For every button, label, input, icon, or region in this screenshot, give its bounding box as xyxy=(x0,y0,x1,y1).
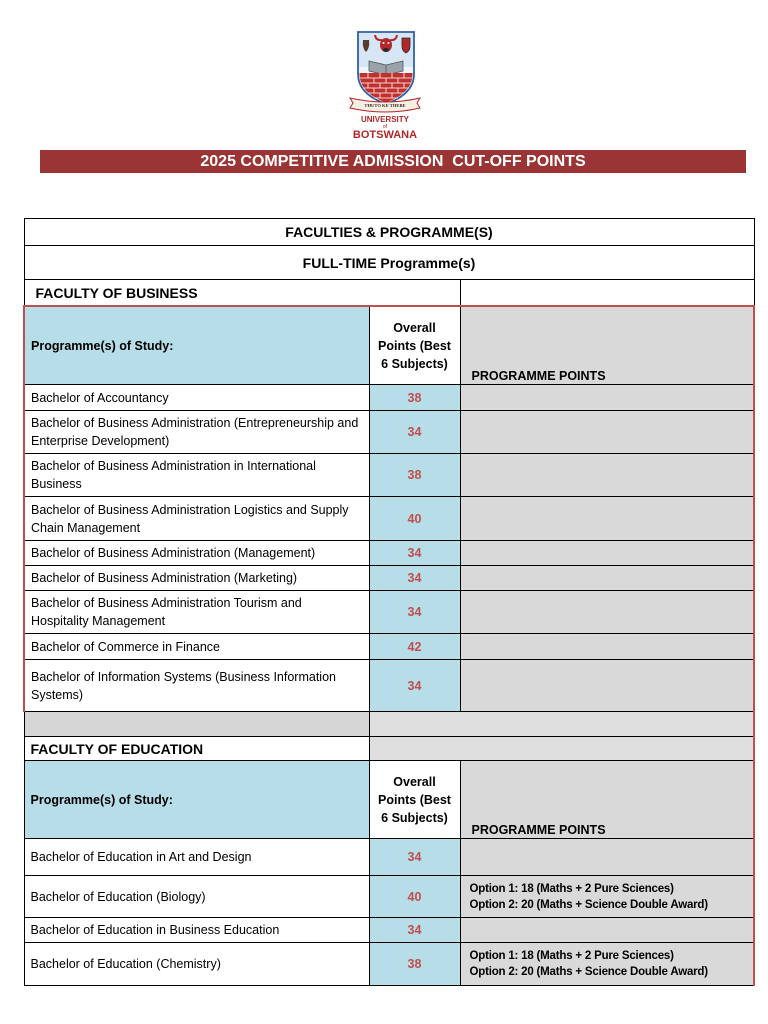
programme-name: Bachelor of Education in Business Education xyxy=(24,918,369,943)
overall-points: 34 xyxy=(369,541,460,566)
table-row xyxy=(24,634,754,660)
motto-text: THUTO KE THEBE xyxy=(364,103,406,108)
programme-column-header: Programme(s) of Study: xyxy=(24,306,369,385)
overall-points-column-header: Overall Points (Best 6 Subjects) xyxy=(369,761,460,839)
brick-wall-icon xyxy=(360,73,413,103)
programme-points xyxy=(460,411,754,454)
spacer-cell xyxy=(369,712,754,737)
overall-points: 40 xyxy=(369,497,460,541)
table-row xyxy=(24,943,754,986)
table-row xyxy=(24,839,754,876)
logo-name-of: of xyxy=(382,124,388,130)
faculty-title: FACULTY OF EDUCATION xyxy=(24,737,369,761)
programme-name: Bachelor of Business Administration (Marketing) xyxy=(24,566,369,591)
overall-points: 34 xyxy=(369,839,460,876)
programme-points xyxy=(460,497,754,541)
faculty-row-blank-cell xyxy=(369,737,754,761)
table-row xyxy=(24,385,754,411)
logo-name-bottom: BOTSWANA xyxy=(352,129,418,141)
overall-points: 34 xyxy=(369,660,460,712)
overall-points: 34 xyxy=(369,918,460,943)
faculty-row-blank-cell xyxy=(460,280,754,307)
programme-points-column-header: PROGRAMME POINTS xyxy=(460,306,754,385)
study-mode-row xyxy=(24,246,754,280)
programme-points xyxy=(460,591,754,634)
table-row xyxy=(24,497,754,541)
programme-name: Bachelor of Business Administration (Entrepreneurship and Enterprise Development) xyxy=(24,411,369,454)
table-row xyxy=(24,918,754,943)
overall-points: 34 xyxy=(369,411,460,454)
programme-points-option: Option 1: 18 (Maths + 2 Pure Sciences) xyxy=(469,882,674,895)
table-row xyxy=(24,876,754,918)
programme-points-column-header: PROGRAMME POINTS xyxy=(460,761,754,839)
programme-name: Bachelor of Business Administration Logistics and Supply Chain Management xyxy=(24,497,369,541)
table-heading-row xyxy=(24,219,754,246)
programme-points xyxy=(460,918,754,943)
cutoff-points-table xyxy=(23,218,755,986)
column-header-row xyxy=(24,761,754,839)
overall-points: 40 xyxy=(369,876,460,918)
programme-name: Bachelor of Business Administration Tourism and Hospitality Management xyxy=(24,591,369,634)
programme-name: Bachelor of Business Administration (Management) xyxy=(24,541,369,566)
faculty-row xyxy=(24,280,754,307)
programme-points-option: Option 2: 20 (Maths + Science Double Award) xyxy=(469,898,708,911)
programme-name: Bachelor of Business Administration in International Business xyxy=(24,454,369,497)
programme-points-option: Option 2: 20 (Maths + Science Double Award) xyxy=(469,966,708,978)
overall-points: 38 xyxy=(369,943,460,986)
programme-points xyxy=(460,839,754,876)
table-row xyxy=(24,541,754,566)
table-row xyxy=(24,591,754,634)
overall-points: 34 xyxy=(369,566,460,591)
table-row xyxy=(24,566,754,591)
overall-points-column-header: Overall Points (Best 6 Subjects) xyxy=(369,306,460,385)
programme-column-header: Programme(s) of Study: xyxy=(24,761,369,839)
programme-points xyxy=(460,385,754,411)
page-title-banner: 2025 COMPETITIVE ADMISSION CUT-OFF POINTS xyxy=(40,150,746,173)
table-heading: FACULTIES & PROGRAMME(S) xyxy=(24,219,754,246)
programme-name: Bachelor of Education (Chemistry) xyxy=(24,943,369,986)
study-mode-heading: FULL-TIME Programme(s) xyxy=(24,246,754,280)
column-header-row xyxy=(24,306,754,385)
university-logo xyxy=(338,26,432,144)
programme-name: Bachelor of Accountancy xyxy=(24,385,369,411)
overall-points: 38 xyxy=(369,385,460,411)
programme-name: Bachelor of Education in Art and Design xyxy=(24,839,369,876)
programme-points-option: Option 1: 18 (Maths + 2 Pure Sciences) xyxy=(469,950,674,962)
faculty-title: FACULTY OF BUSINESS xyxy=(24,280,460,307)
logo-name-top: UNIVERSITY xyxy=(360,115,410,124)
overall-points: 38 xyxy=(369,454,460,497)
programme-points xyxy=(460,541,754,566)
overall-points: 34 xyxy=(369,591,460,634)
table-row xyxy=(24,454,754,497)
programme-name: Bachelor of Education (Biology) xyxy=(24,876,369,918)
section-spacer-row xyxy=(24,712,754,737)
programme-points xyxy=(460,634,754,660)
faculty-row xyxy=(24,737,754,761)
programme-points xyxy=(460,943,754,986)
spacer-cell xyxy=(24,712,369,737)
programme-points xyxy=(460,876,754,918)
small-shield-icon xyxy=(402,38,410,53)
table-row xyxy=(24,660,754,712)
programme-name: Bachelor of Information Systems (Business Information Systems) xyxy=(24,660,369,712)
overall-points: 42 xyxy=(369,634,460,660)
programme-points xyxy=(460,566,754,591)
programme-name: Bachelor of Commerce in Finance xyxy=(24,634,369,660)
programme-points xyxy=(460,454,754,497)
programme-points xyxy=(460,660,754,712)
table-row xyxy=(24,411,754,454)
